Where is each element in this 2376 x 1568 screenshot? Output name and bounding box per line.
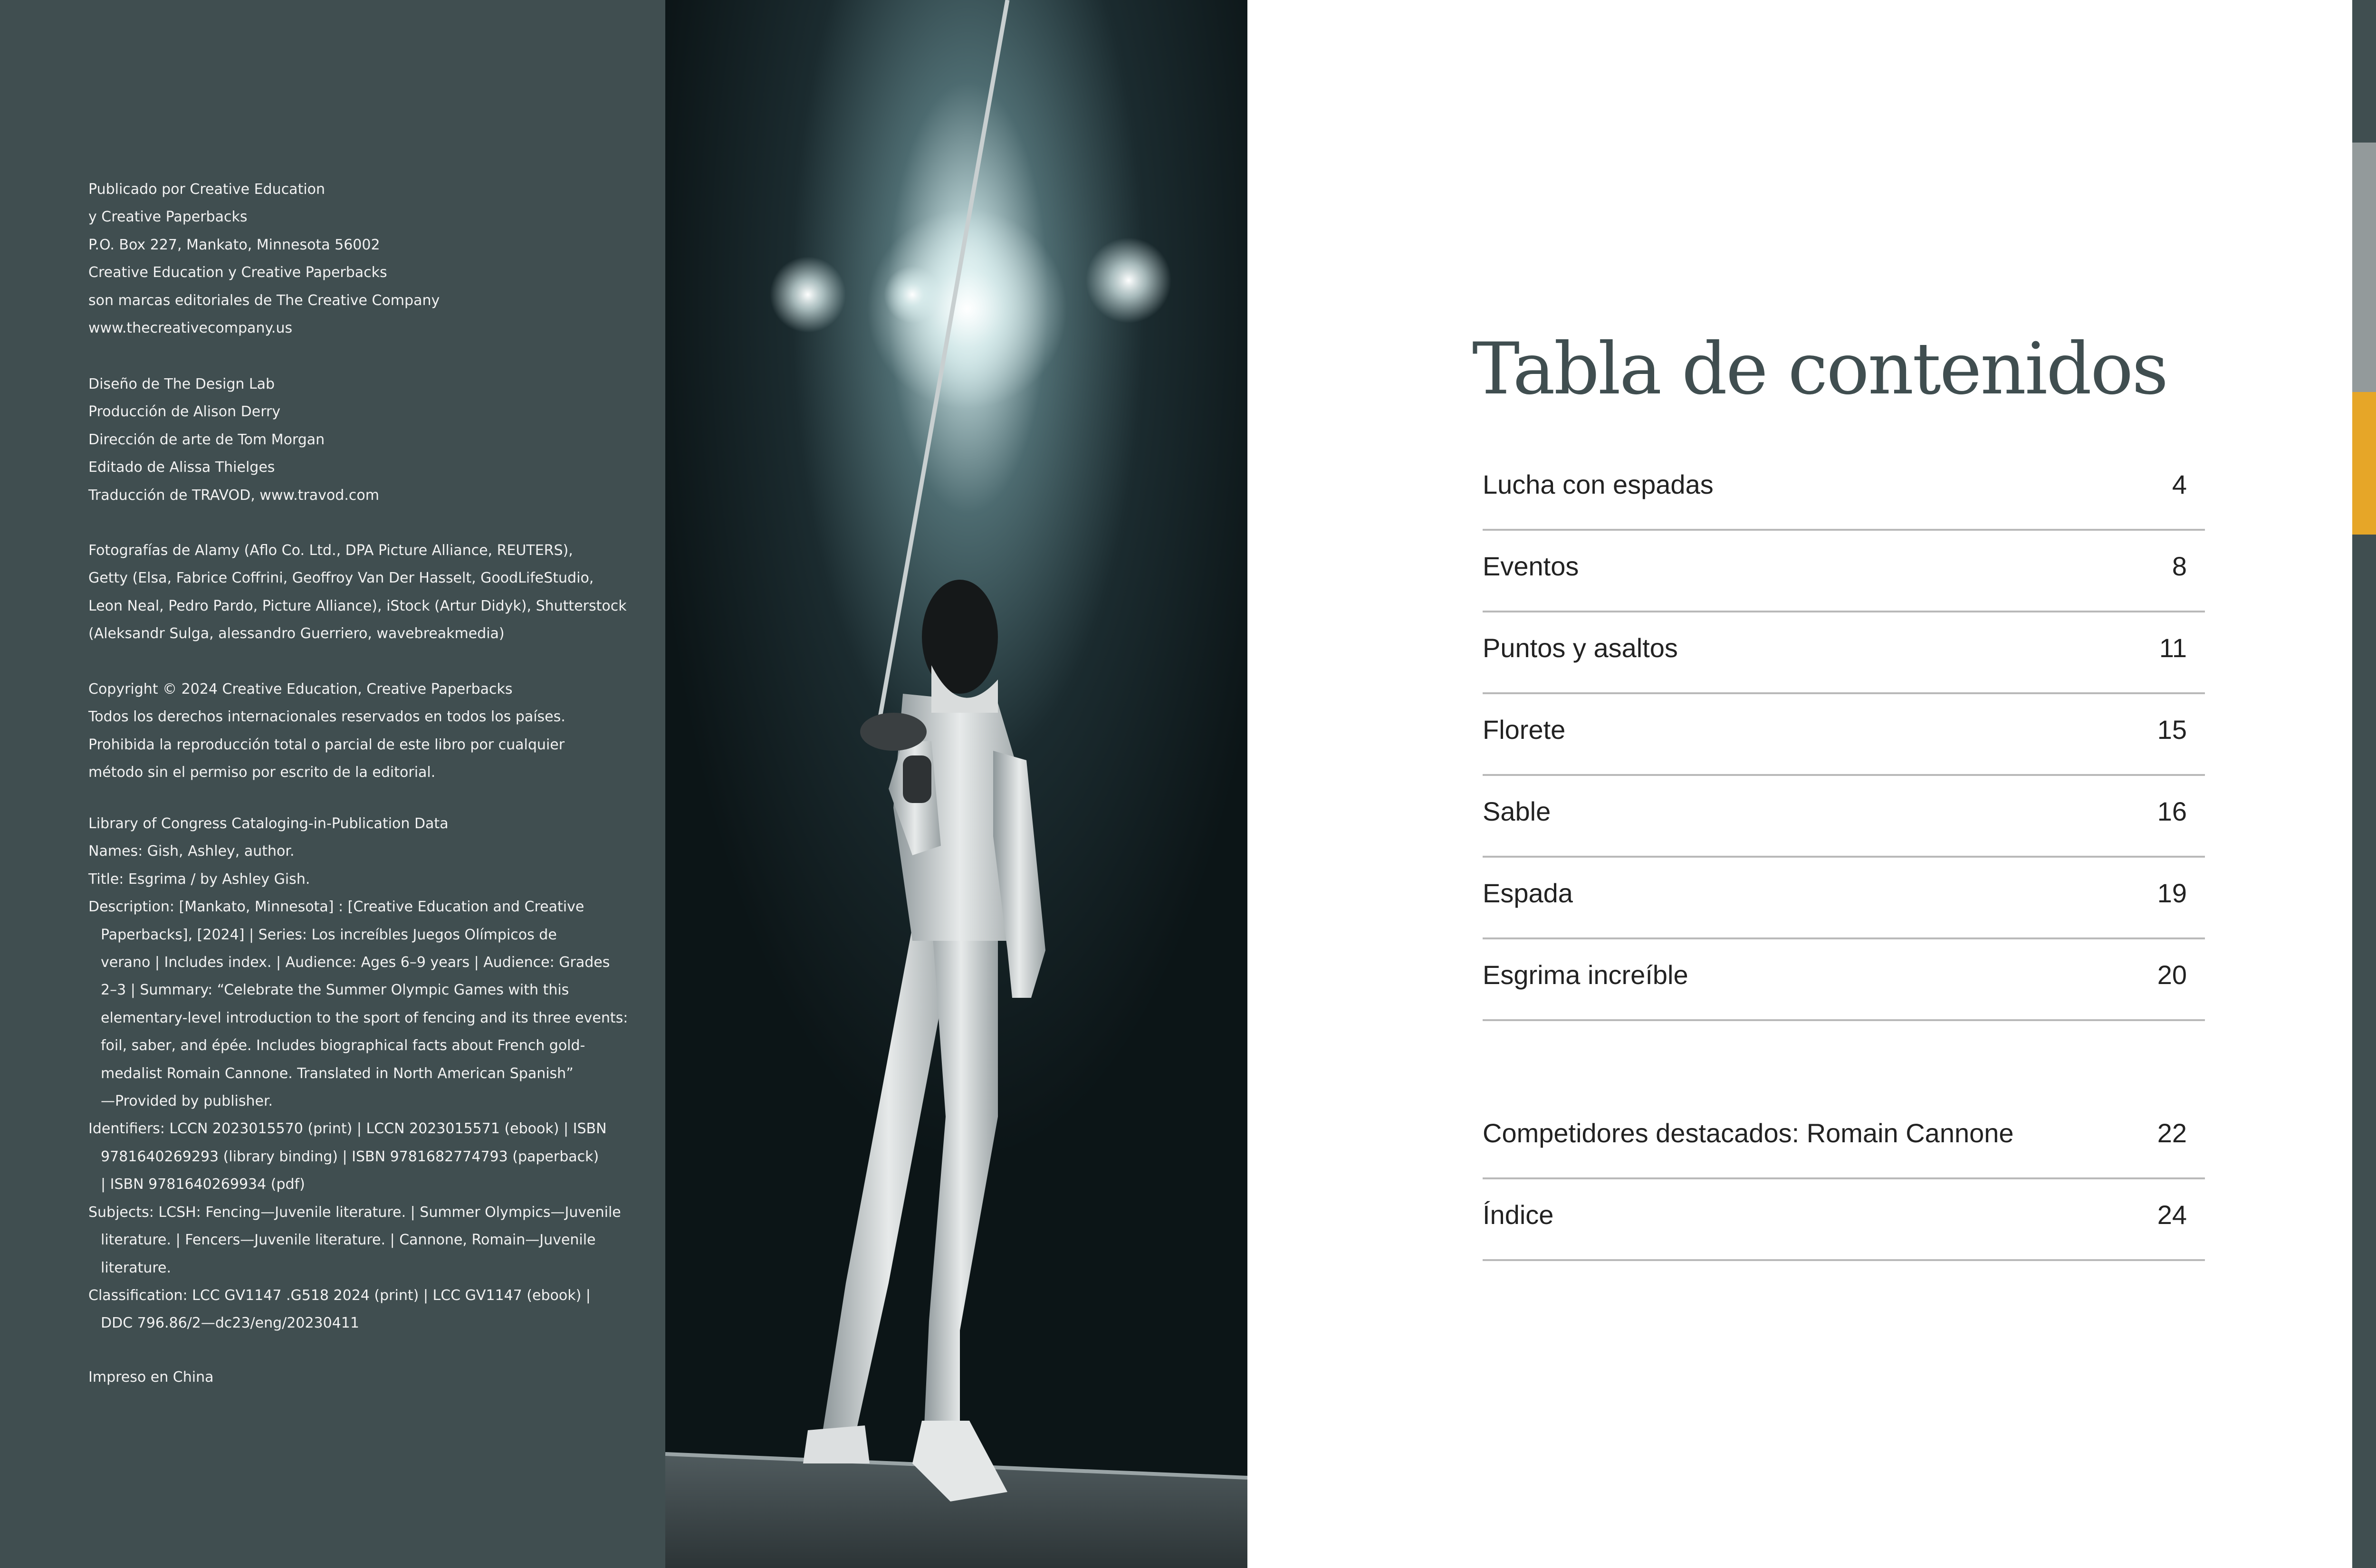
toc-entry[interactable] — [1483, 531, 2205, 612]
toc-entry-title: Lucha con espadas — [1483, 469, 1714, 499]
toc-entry-page: 16 — [2157, 796, 2187, 826]
colophon-line: Diseño de The Design Lab — [88, 376, 275, 392]
colophon-line: www.thecreativecompany.us — [88, 320, 293, 337]
colophon-line: Fotografías de Alamy (Aflo Co. Ltd., DPA Picture Alliance, REUTERS), — [88, 542, 573, 559]
colophon-line: Traducción de TRAVOD, www.travod.com — [88, 487, 379, 504]
page-title: Tabla de contenidos — [1472, 328, 2167, 411]
photo-credits-block — [88, 537, 635, 648]
credits-block — [88, 371, 635, 509]
colophon-line: Todos los derechos internacionales reservados en todos los países. — [88, 708, 565, 726]
colophon-line: Publicado por Creative Education — [88, 181, 326, 198]
toc-entry[interactable] — [1483, 694, 2205, 776]
colophon-line: DDC 796.86/2—dc23/eng/20230411 — [101, 1315, 359, 1332]
colophon-line: Identifiers: LCCN 2023015570 (print) | LCCN 2023015571 (ebook) | ISBN — [88, 1120, 607, 1138]
toc-entry-page: 15 — [2157, 715, 2187, 745]
toc-entry[interactable] — [1483, 1179, 2205, 1261]
toc-extra-list — [1483, 1098, 2205, 1261]
sidebar-bottom — [2352, 535, 2376, 1568]
toc-entry[interactable] — [1483, 939, 2205, 1021]
colophon-line: Creative Education y Creative Paperbacks — [88, 264, 387, 281]
toc-entry-page: 22 — [2157, 1118, 2187, 1148]
colophon-line: Title: Esgrima / by Ashley Gish. — [88, 870, 310, 888]
colophon-line: son marcas editoriales de The Creative Company — [88, 292, 440, 309]
toc-entry[interactable] — [1483, 449, 2205, 531]
colophon-line: Producción de Alison Derry — [88, 403, 281, 421]
colophon-line: (Aleksandr Sulga, alessandro Guerriero, wavebreakmedia) — [88, 625, 505, 642]
colophon-line: —Provided by publisher. — [101, 1093, 273, 1110]
toc-entry[interactable] — [1483, 1098, 2205, 1179]
toc-entry-page: 8 — [2172, 551, 2187, 581]
publisher-block — [88, 176, 635, 342]
toc-entry[interactable] — [1483, 858, 2205, 939]
colophon-line: | ISBN 9781640269934 (pdf) — [101, 1176, 305, 1193]
fencer-photo — [665, 0, 1247, 1568]
colophon-line: 9781640269293 (library binding) | ISBN 9781682774793 (paperback) — [101, 1148, 599, 1165]
colophon-line: Getty (Elsa, Fabrice Coffrini, Geoffroy Van Der Hasselt, GoodLifeStudio, — [88, 570, 594, 587]
colophon-line: literature. — [101, 1259, 172, 1276]
colophon-line: Library of Congress Cataloging-in-Publication Data — [88, 815, 449, 832]
page-number — [2352, 57, 2376, 80]
toc-entry-title: Competidores destacados: Romain Cannone — [1483, 1118, 2014, 1148]
copyright-block — [88, 676, 635, 787]
colophon-line: 2–3 | Summary: “Celebrate the Summer Olympic Games with this — [101, 982, 569, 999]
toc-entry-page: 11 — [2159, 633, 2187, 663]
colophon-line: Description: [Mankato, Minnesota] : [Creative Education and Creative — [88, 899, 584, 916]
sidebar-section-tab — [2352, 143, 2376, 392]
colophon-line: Subjects: LCSH: Fencing—Juvenile literature. | Summer Olympics—Juvenile — [88, 1204, 621, 1221]
toc-entry-page: 19 — [2157, 878, 2187, 908]
colophon-line: Paperbacks], [2024] | Series: Los increíbles Juegos Olímpicos de — [101, 926, 557, 943]
colophon-line: Editado de Alissa Thielges — [88, 459, 275, 476]
toc-entry-title: Eventos — [1483, 551, 1579, 581]
toc-entry-page: 4 — [2172, 469, 2187, 499]
colophon-line: Classification: LCC GV1147 .G518 2024 (print) | LCC GV1147 (ebook) | — [88, 1287, 591, 1304]
colophon-line: método sin el permiso por escrito de la editorial. — [88, 764, 436, 781]
toc-entry-page: 24 — [2157, 1200, 2187, 1230]
colophon-line: Leon Neal, Pedro Pardo, Picture Alliance), iStock (Artur Didyk), Shutterstock — [88, 597, 627, 614]
toc-entry-title: Índice — [1483, 1200, 1554, 1230]
colophon-line: foil, saber, and épée. Includes biographical facts about French gold- — [101, 1037, 585, 1054]
toc-entry[interactable] — [1483, 776, 2205, 858]
colophon-panel — [0, 0, 665, 1568]
colophon-line: literature. | Fencers—Juvenile literature. | Cannone, Romain—Juvenile — [101, 1232, 596, 1249]
colophon-line: Copyright © 2024 Creative Education, Creative Paperbacks — [88, 681, 513, 698]
colophon-line: Names: Gish, Ashley, author. — [88, 843, 295, 860]
toc-entry-title: Florete — [1483, 715, 1566, 745]
colophon-line: Dirección de arte de Tom Morgan — [88, 431, 325, 448]
toc-entry-title: Puntos y asaltos — [1483, 633, 1678, 663]
colophon-line: y Creative Paperbacks — [88, 209, 248, 226]
fencer-icon — [2352, 392, 2376, 535]
toc-entry-title: Esgrima increíble — [1483, 960, 1688, 990]
toc-entry[interactable] — [1483, 612, 2205, 694]
toc-entry-page: 20 — [2157, 960, 2187, 990]
toc-entry-title: Espada — [1483, 878, 1573, 908]
sidebar-page-number-box — [2352, 0, 2376, 143]
cip-data-block — [88, 810, 635, 1338]
toc-entry-title: Sable — [1483, 796, 1551, 826]
colophon-line: P.O. Box 227, Mankato, Minnesota 56002 — [88, 236, 380, 253]
colophon-line: Prohibida la reproducción total o parcial de este libro por cualquier — [88, 736, 565, 753]
colophon-line: Impreso en China — [88, 1369, 214, 1386]
printed-in-block — [88, 1364, 635, 1391]
colophon-line: medalist Romain Cannone. Translated in North American Spanish” — [101, 1065, 574, 1082]
colophon-line: verano | Includes index. | Audience: Ages 6–9 years | Audience: Grades — [101, 954, 610, 971]
colophon-line: elementary-level introduction to the sport of fencing and its three events: — [101, 1009, 628, 1026]
toc-list — [1483, 449, 2205, 1021]
